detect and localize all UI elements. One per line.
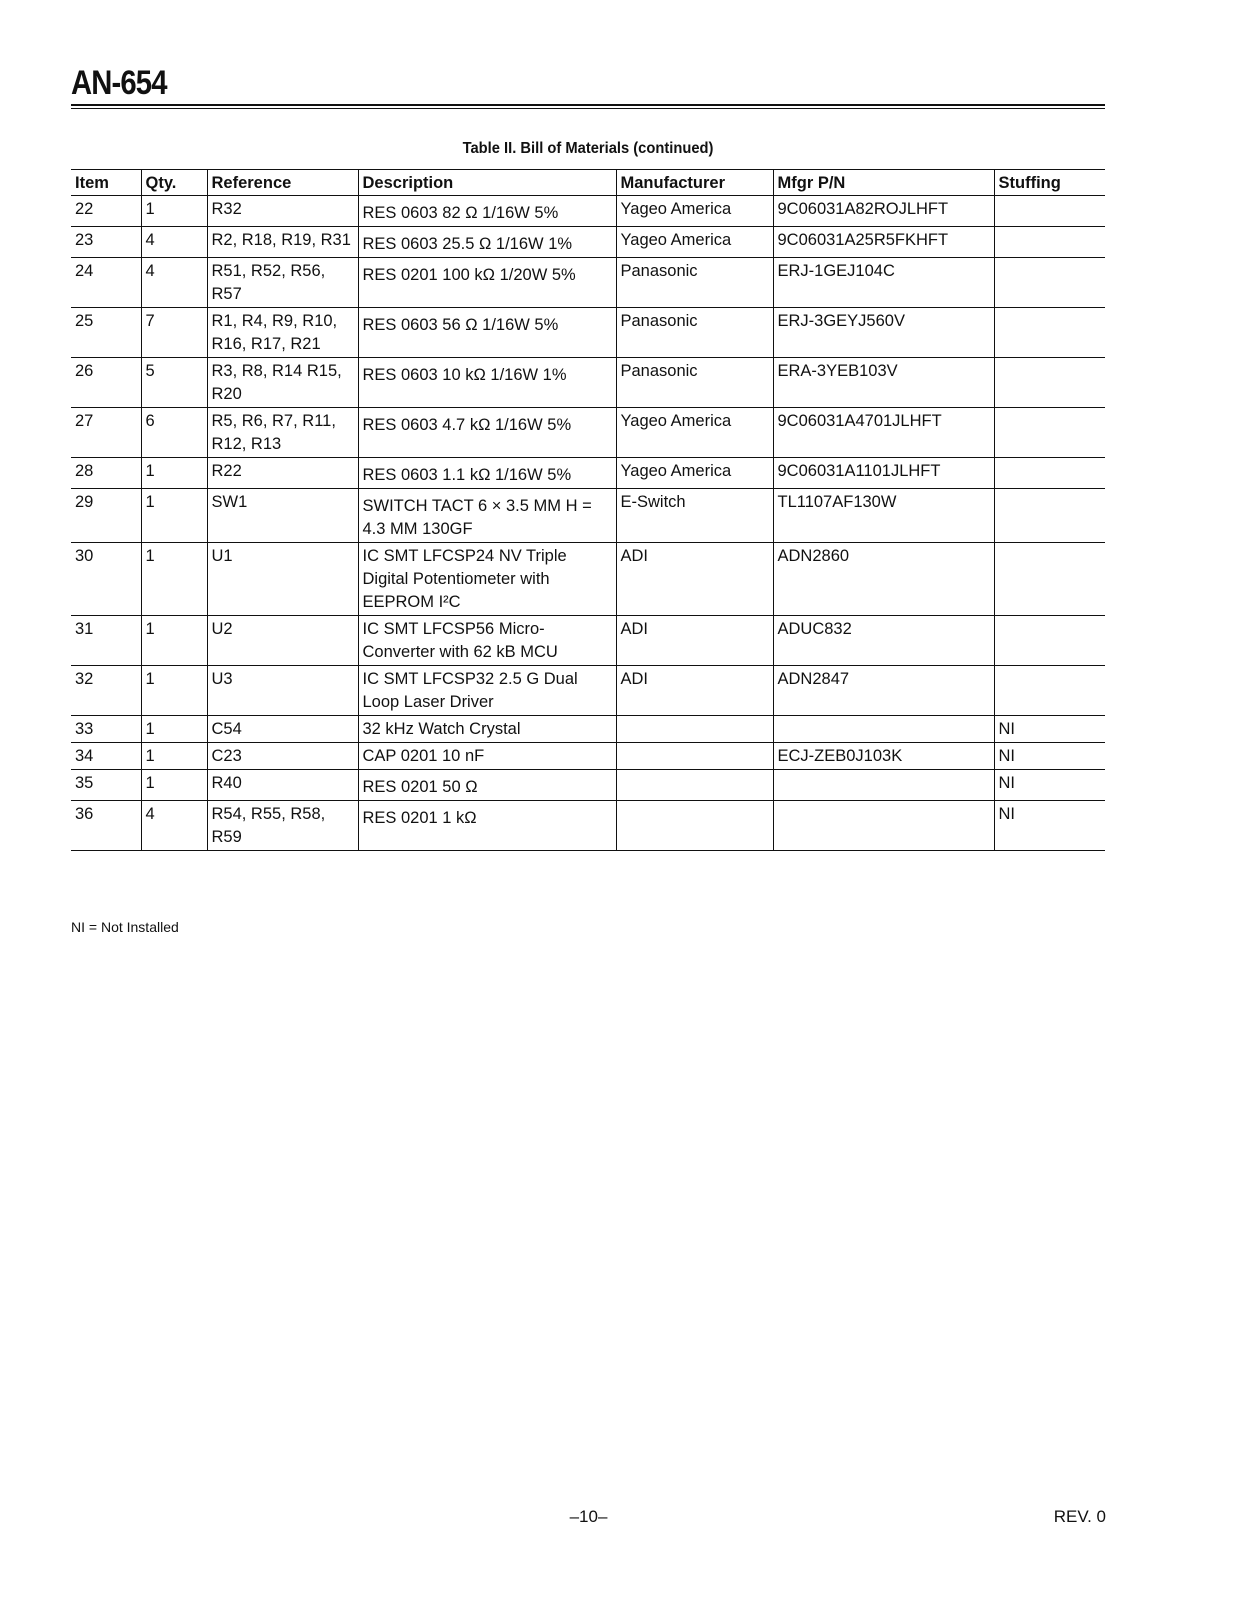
cell-item: 23 <box>71 227 141 258</box>
cell-qty: 4 <box>141 227 207 258</box>
cell-mfgr-pn: ADUC832 <box>773 616 994 666</box>
cell-stuffing: NI <box>994 801 1105 851</box>
cell-reference: SW1 <box>207 489 358 543</box>
cell-description: RES 0603 4.7 kΩ 1/16W 5% <box>358 408 616 458</box>
cell-item: 34 <box>71 743 141 770</box>
cell-mfgr-pn: 9C06031A25R5FKHFT <box>773 227 994 258</box>
cell-description: CAP 0201 10 nF <box>358 743 616 770</box>
cell-qty: 1 <box>141 458 207 489</box>
cell-manufacturer: Yageo America <box>616 227 773 258</box>
cell-mfgr-pn: ERJ-1GEJ104C <box>773 258 994 308</box>
cell-stuffing <box>994 666 1105 716</box>
cell-reference: U2 <box>207 616 358 666</box>
cell-item: 22 <box>71 196 141 227</box>
cell-item: 32 <box>71 666 141 716</box>
column-header-manufacturer: Manufacturer <box>616 170 773 196</box>
cell-mfgr-pn <box>773 716 994 743</box>
table-footnote: NI = Not Installed <box>71 919 179 935</box>
cell-mfgr-pn: ADN2847 <box>773 666 994 716</box>
table-row <box>71 616 1105 666</box>
cell-item: 27 <box>71 408 141 458</box>
cell-reference: R5, R6, R7, R11, R12, R13 <box>207 408 358 458</box>
cell-mfgr-pn: ERA-3YEB103V <box>773 358 994 408</box>
cell-item: 36 <box>71 801 141 851</box>
table-row <box>71 666 1105 716</box>
column-header-reference: Reference <box>207 170 358 196</box>
cell-manufacturer <box>616 743 773 770</box>
cell-item: 24 <box>71 258 141 308</box>
table-row <box>71 358 1105 408</box>
cell-reference: C23 <box>207 743 358 770</box>
cell-item: 26 <box>71 358 141 408</box>
cell-stuffing <box>994 308 1105 358</box>
table-row <box>71 489 1105 543</box>
cell-stuffing <box>994 543 1105 616</box>
cell-reference: R32 <box>207 196 358 227</box>
table-row <box>71 743 1105 770</box>
cell-stuffing <box>994 227 1105 258</box>
cell-reference: U1 <box>207 543 358 616</box>
cell-qty: 1 <box>141 770 207 801</box>
cell-item: 28 <box>71 458 141 489</box>
header-rule <box>71 104 1105 106</box>
cell-stuffing: NI <box>994 770 1105 801</box>
table-row <box>71 770 1105 801</box>
cell-manufacturer: ADI <box>616 616 773 666</box>
table-row <box>71 716 1105 743</box>
cell-qty: 7 <box>141 308 207 358</box>
cell-mfgr-pn: ERJ-3GEYJ560V <box>773 308 994 358</box>
cell-qty: 1 <box>141 543 207 616</box>
cell-qty: 1 <box>141 716 207 743</box>
cell-reference: R51, R52, R56, R57 <box>207 258 358 308</box>
cell-reference: C54 <box>207 716 358 743</box>
cell-mfgr-pn: TL1107AF130W <box>773 489 994 543</box>
cell-manufacturer <box>616 716 773 743</box>
cell-reference: R54, R55, R58, R59 <box>207 801 358 851</box>
cell-description: RES 0201 1 kΩ <box>358 801 616 851</box>
cell-manufacturer: ADI <box>616 543 773 616</box>
cell-manufacturer: Yageo America <box>616 196 773 227</box>
table-row <box>71 458 1105 489</box>
cell-manufacturer: ADI <box>616 666 773 716</box>
cell-qty: 1 <box>141 196 207 227</box>
cell-stuffing <box>994 458 1105 489</box>
column-header-stuffing: Stuffing <box>994 170 1105 196</box>
bill-of-materials-table <box>71 169 1105 851</box>
cell-item: 29 <box>71 489 141 543</box>
cell-qty: 4 <box>141 258 207 308</box>
cell-description: 32 kHz Watch Crystal <box>358 716 616 743</box>
cell-description: RES 0201 50 Ω <box>358 770 616 801</box>
table-row <box>71 196 1105 227</box>
cell-stuffing <box>994 358 1105 408</box>
cell-stuffing <box>994 258 1105 308</box>
cell-mfgr-pn <box>773 770 994 801</box>
cell-reference: R1, R4, R9, R10, R16, R17, R21 <box>207 308 358 358</box>
cell-item: 31 <box>71 616 141 666</box>
table-row <box>71 258 1105 308</box>
cell-mfgr-pn: ECJ-ZEB0J103K <box>773 743 994 770</box>
cell-manufacturer: Panasonic <box>616 258 773 308</box>
revision-label: REV. 0 <box>1053 1507 1106 1526</box>
cell-reference: R22 <box>207 458 358 489</box>
cell-manufacturer: Yageo America <box>616 408 773 458</box>
cell-description: RES 0603 56 Ω 1/16W 5% <box>358 308 616 358</box>
cell-qty: 1 <box>141 489 207 543</box>
cell-description: RES 0603 1.1 kΩ 1/16W 5% <box>358 458 616 489</box>
cell-reference: U3 <box>207 666 358 716</box>
cell-stuffing <box>994 489 1105 543</box>
cell-mfgr-pn: 9C06031A4701JLHFT <box>773 408 994 458</box>
table-row <box>71 801 1105 851</box>
cell-description: SWITCH TACT 6 × 3.5 MM H = 4.3 MM 130GF <box>358 489 616 543</box>
cell-stuffing <box>994 616 1105 666</box>
cell-manufacturer <box>616 801 773 851</box>
cell-reference: R2, R18, R19, R31 <box>207 227 358 258</box>
cell-qty: 6 <box>141 408 207 458</box>
cell-item: 25 <box>71 308 141 358</box>
cell-manufacturer <box>616 770 773 801</box>
cell-qty: 1 <box>141 666 207 716</box>
cell-stuffing: NI <box>994 716 1105 743</box>
cell-manufacturer: Panasonic <box>616 358 773 408</box>
cell-stuffing: NI <box>994 743 1105 770</box>
cell-reference: R40 <box>207 770 358 801</box>
cell-item: 35 <box>71 770 141 801</box>
cell-description: RES 0603 82 Ω 1/16W 5% <box>358 196 616 227</box>
cell-description: IC SMT LFCSP24 NV Triple Digital Potentiometer with EEPROM I²C <box>358 543 616 616</box>
cell-qty: 1 <box>141 743 207 770</box>
cell-manufacturer: Panasonic <box>616 308 773 358</box>
cell-description: IC SMT LFCSP32 2.5 G Dual Loop Laser Driver <box>358 666 616 716</box>
cell-description: IC SMT LFCSP56 Micro-Converter with 62 kB MCU <box>358 616 616 666</box>
cell-reference: R3, R8, R14 R15, R20 <box>207 358 358 408</box>
cell-qty: 5 <box>141 358 207 408</box>
cell-mfgr-pn: 9C06031A82ROJLHFT <box>773 196 994 227</box>
cell-item: 30 <box>71 543 141 616</box>
cell-mfgr-pn: ADN2860 <box>773 543 994 616</box>
table-row <box>71 308 1105 358</box>
cell-description: RES 0201 100 kΩ 1/20W 5% <box>358 258 616 308</box>
cell-stuffing <box>994 408 1105 458</box>
cell-qty: 4 <box>141 801 207 851</box>
cell-item: 33 <box>71 716 141 743</box>
cell-description: RES 0603 10 kΩ 1/16W 1% <box>358 358 616 408</box>
cell-manufacturer: E-Switch <box>616 489 773 543</box>
column-header-item: Item <box>71 170 141 196</box>
doc-id-header: AN-654 <box>71 64 167 102</box>
cell-mfgr-pn: 9C06031A1101JLHFT <box>773 458 994 489</box>
table-row <box>71 543 1105 616</box>
table-title: Table II. Bill of Materials (continued) <box>462 140 714 157</box>
cell-description: RES 0603 25.5 Ω 1/16W 1% <box>358 227 616 258</box>
cell-qty: 1 <box>141 616 207 666</box>
cell-manufacturer: Yageo America <box>616 458 773 489</box>
header-rule-thin <box>71 108 1105 109</box>
column-header-qty: Qty. <box>141 170 207 196</box>
cell-stuffing <box>994 196 1105 227</box>
table-header-row <box>71 170 1105 196</box>
column-header-mfgr-pn: Mfgr P/N <box>773 170 994 196</box>
page-number: –10– <box>569 1507 608 1526</box>
table-row <box>71 408 1105 458</box>
cell-mfgr-pn <box>773 801 994 851</box>
column-header-description: Description <box>358 170 616 196</box>
table-row <box>71 227 1105 258</box>
